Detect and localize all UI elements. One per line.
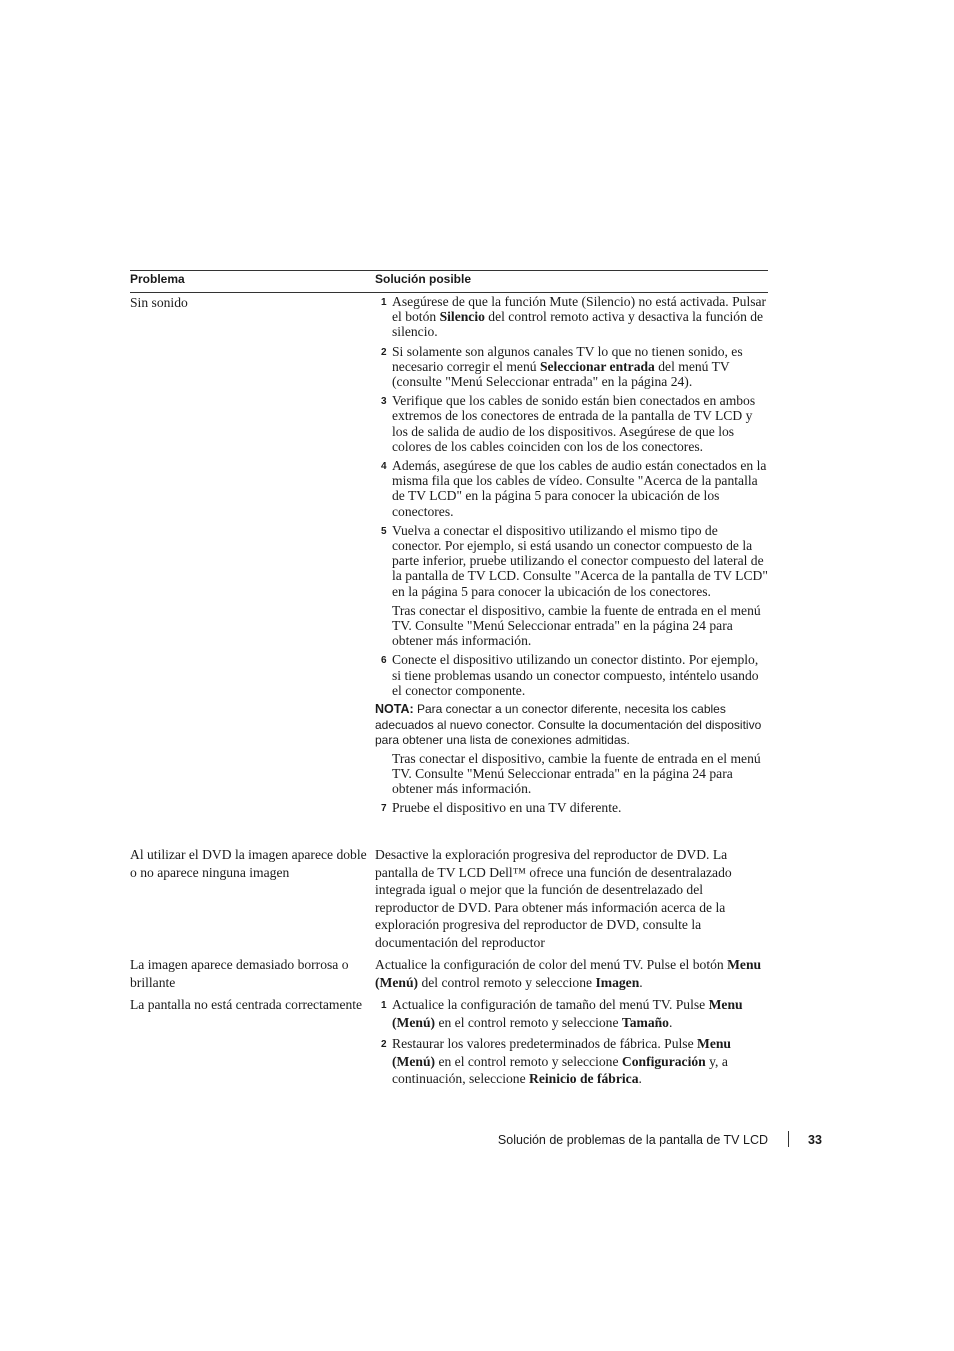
header-problem: Problema [130,272,185,286]
note-label: NOTA: [375,702,414,717]
problem-cell: Al utilizar el DVD la imagen aparece doble o no aparece ninguna imagen [130,847,367,880]
note-text: Para conectar a un conector diferente, necesita los cables adecuados al nuevo conector. Consulte la documentación del dispositivo para obtener una lista de conexiones admitidas. [375,702,762,748]
solution-cell [375,996,768,1092]
list-item: 3 Verifique que los cables de sonido están bien conectados en ambos extremos de los conectores de entrada de la pantalla de TV LCD y los de salida de audio de los dispositivos. Asegúrese de que los colores de los cables coinciden con los de los conectores. [381,393,756,454]
list-item: 6 Conecte el dispositivo utilizando un conector distinto. Por ejemplo, si tiene problemas usando un conector compuesto, inténtelo usando el conector componente. [381,652,759,698]
header-solution: Solución posible [375,272,472,286]
page-number: 33 [808,1133,822,1147]
problem-cell: La imagen aparece demasiado borrosa o brillante [130,957,349,990]
list-item: 1 Actualice la configuración de tamaño del menú TV. Pulse Menu (Menú) en el control remoto y seleccione Tamaño. [381,997,743,1030]
problem-cell: Sin sonido [130,295,188,310]
list-item-continuation: Tras conectar el dispositivo, cambie la fuente de entrada en el menú TV. Consulte "Menú Seleccionar entrada" en la página 24 para obtener más información. [392,750,761,796]
list-item: 2 Si solamente son algunos canales TV lo que no tienen sonido, es necesario corregir el menú Seleccionar entrada del menú TV (consulte "Menú Seleccionar entrada" en la página 24). [381,343,743,390]
table-header-rule [130,292,768,293]
list-item: 7 Pruebe el dispositivo en una TV diferente. [381,800,622,816]
footer-title: Solución de problemas de la pantalla de TV LCD [497,1133,768,1147]
list-item-continuation: Tras conectar el dispositivo, cambie la fuente de entrada en el menú TV. Consulte "Menú Seleccionar entrada" en la página 24 para obtener más información. [392,602,761,649]
list-item: 1 Asegúrese de que la función Mute (Silencio) no está activada. Pulsar el botón Silencio del control remoto activa y desactiva la función de silencio. [381,294,767,340]
table-top-rule [130,270,768,271]
list-item: 2 Restaurar los valores predeterminados de fábrica. Pulse Menu (Menú) en el control remoto y seleccione Configuración y, a continuación, seleccione Reinicio de fábrica. [381,1036,731,1087]
solution-cell: Actualice la configuración de color del menú TV. Pulse el botón Menu (Menú) del control remoto y seleccione Imagen. [375,957,762,990]
solution-cell [375,294,768,819]
list-item: 5 Vuelva a conectar el dispositivo utilizando el mismo tipo de conector. Por ejemplo, si está usando un conector compuesto de la parte inferior, pruebe utilizando el conector compuesto del lateral de la pantalla de TV LCD. Consulte "Acerca de la pantalla de TV LCD" en la página 5 para conocer la ubicación de los conectores. [381,522,768,599]
solution-cell: Desactive la exploración progresiva del reproductor de DVD. La pantalla de TV LCD Dell™ ofrece una función de desentralazado integrada igual o mejor que la función de desentrelazado del reproductor de DVD. Para obtener más información acerca de la exploración progresiva del reproductor de DVD, consulte la documentación del reproductor [375,847,732,950]
note [375,702,768,749]
list-item: 4 Además, asegúrese de que los cables de audio están conectados en la misma fila que los cables de vídeo. Consulte "Acerca de la pantalla de TV LCD" en la página 5 para conocer la ubicación de los conectores. [381,458,767,519]
problem-cell: La pantalla no está centrada correctamente [130,997,363,1012]
footer-separator [788,1131,789,1147]
